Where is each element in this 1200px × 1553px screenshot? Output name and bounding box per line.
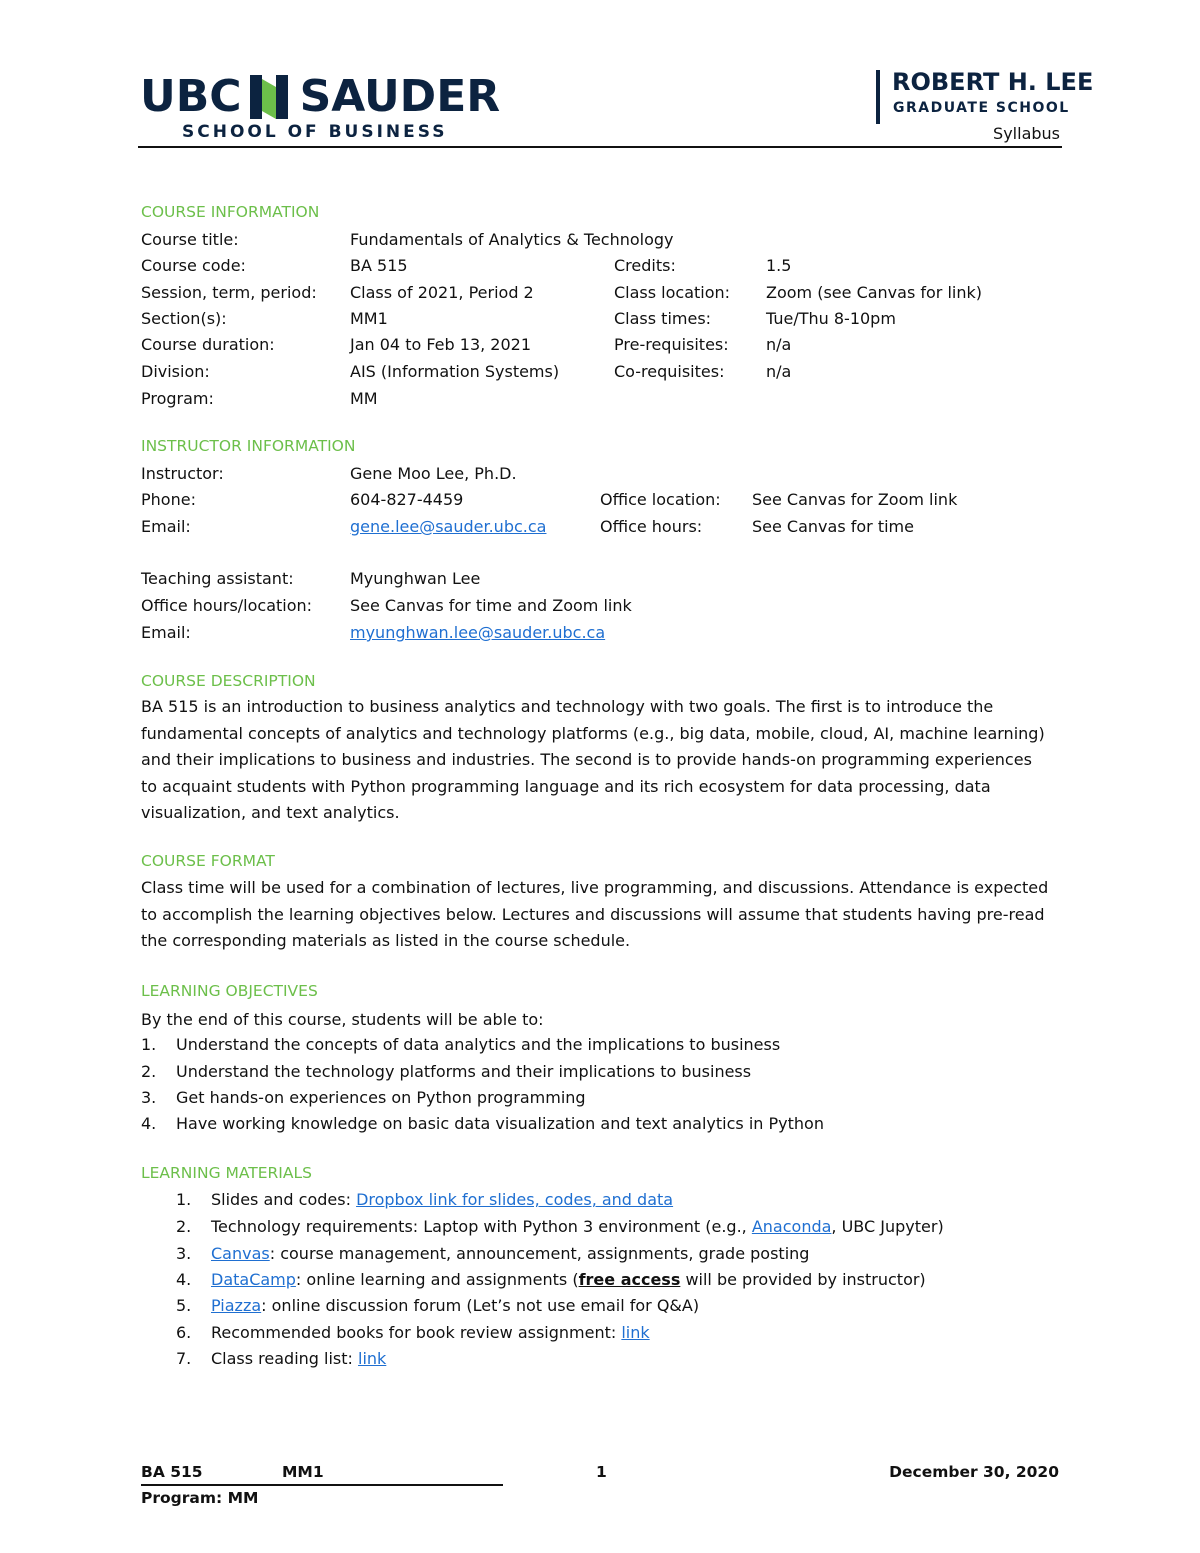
material-number: 6. — [176, 1323, 192, 1342]
instructor-value: Gene Moo Lee, Ph.D. — [350, 464, 517, 483]
program-value: MM — [350, 389, 378, 408]
material-text: Class reading list: — [211, 1349, 359, 1368]
objective-item: Understand the technology platforms and their implications to business — [176, 1062, 752, 1081]
material-text: , UBC Jupyter) — [831, 1217, 944, 1236]
division-label: Division: — [141, 362, 210, 381]
instructor-label: Instructor: — [141, 464, 224, 483]
class-times-label: Class times: — [614, 309, 712, 328]
material-text: Recommended books for book review assignment: — [211, 1323, 622, 1342]
ta-email-link[interactable]: myunghwan.lee@sauder.ubc.ca — [350, 623, 606, 642]
books-link[interactable]: link — [621, 1323, 650, 1342]
division-value: AIS (Information Systems) — [350, 362, 560, 381]
ubc-sauder-logo — [140, 72, 500, 122]
material-number: 3. — [176, 1244, 192, 1263]
corequisites-label: Co-requisites: — [614, 362, 725, 381]
material-text: : online discussion forum (Let’s not use email for Q&A) — [261, 1296, 700, 1315]
email-label: Email: — [141, 517, 191, 536]
office-hours-value: See Canvas for time — [752, 517, 914, 536]
ta-label: Teaching assistant: — [141, 569, 294, 588]
learning-objectives-heading: LEARNING OBJECTIVES — [141, 982, 318, 1000]
class-location-value: Zoom (see Canvas for link) — [766, 283, 982, 302]
graduate-school-label: GRADUATE SCHOOL — [893, 100, 1070, 116]
footer-course: BA 515 — [141, 1463, 203, 1481]
material-item — [211, 1296, 699, 1316]
datacamp-link[interactable]: DataCamp — [211, 1270, 296, 1289]
anaconda-link[interactable]: Anaconda — [751, 1217, 832, 1236]
material-item — [211, 1323, 650, 1343]
canvas-link[interactable]: Canvas — [211, 1244, 270, 1263]
ta-email-label: Email: — [141, 623, 191, 642]
document-label: Syllabus — [993, 124, 1060, 143]
footer-section: MM1 — [282, 1463, 324, 1481]
session-label: Session, term, period: — [141, 283, 317, 302]
sections-value: MM1 — [350, 309, 388, 328]
material-number: 5. — [176, 1296, 192, 1315]
material-item — [211, 1190, 673, 1210]
instructor-info-heading: INSTRUCTOR INFORMATION — [141, 437, 356, 455]
course-format-heading: COURSE FORMAT — [141, 852, 275, 870]
corequisites-value: n/a — [766, 362, 792, 381]
credits-value: 1.5 — [766, 256, 792, 275]
course-code-label: Course code: — [141, 256, 246, 275]
course-info-heading: COURSE INFORMATION — [141, 203, 320, 221]
logo-sauder-text: SAUDER — [299, 71, 501, 122]
objective-number: 4. — [141, 1114, 157, 1133]
ta-value: Myunghwan Lee — [350, 569, 481, 588]
sections-label: Section(s): — [141, 309, 227, 328]
objective-number: 3. — [141, 1088, 157, 1107]
duration-label: Course duration: — [141, 335, 275, 354]
objective-item: Understand the concepts of data analytics and the implications to business — [176, 1035, 781, 1054]
material-text: : online learning and assignments ( — [295, 1270, 579, 1289]
ubc-emblem-icon — [250, 75, 288, 119]
objective-number: 2. — [141, 1062, 157, 1081]
graduate-school-name: ROBERT H. LEE — [892, 68, 1094, 96]
material-number: 1. — [176, 1190, 192, 1209]
class-location-label: Class location: — [614, 283, 731, 302]
objective-item: Have working knowledge on basic data visualization and text analytics in Python — [176, 1114, 824, 1133]
learning-materials-heading: LEARNING MATERIALS — [141, 1164, 312, 1182]
program-label: Program: — [141, 389, 214, 408]
footer-page-number: 1 — [596, 1463, 607, 1481]
prerequisites-value: n/a — [766, 335, 792, 354]
objective-number: 1. — [141, 1035, 157, 1054]
office-hours-label: Office hours: — [600, 517, 703, 536]
course-format-text: Class time will be used for a combination of lectures, live programming, and discussions. Attendance is expected to accomplish the learning objectives below. Lectures and discussions will assume that students having pre-read the corresponding materials as listed in the course schedule. — [141, 878, 1049, 950]
office-location-value: See Canvas for Zoom link — [752, 490, 958, 509]
ta-hours-value: See Canvas for time and Zoom link — [350, 596, 632, 615]
course-description-text: BA 515 is an introduction to business analytics and technology with two goals. The first is to introduce the fundamental concepts of analytics and technology platforms (e.g., big data, mobile, cloud, AI, machine learning) and their implications to business and industries. The second is to provide hands-on programming experiences to acquaint students with Python programming language and its rich ecosystem for data processing, data visualization, and text analytics. — [141, 697, 1045, 822]
objective-item: Get hands-on experiences on Python programming — [176, 1088, 586, 1107]
material-number: 2. — [176, 1217, 192, 1236]
material-text: : course management, announcement, assignments, grade posting — [269, 1244, 810, 1263]
footer-date: December 30, 2020 — [889, 1463, 1059, 1481]
session-value: Class of 2021, Period 2 — [350, 283, 534, 302]
material-number: 7. — [176, 1349, 192, 1368]
material-item — [211, 1349, 386, 1369]
material-text: will be provided by instructor) — [680, 1270, 926, 1289]
dropbox-link[interactable]: Dropbox link for slides, codes, and data — [356, 1190, 674, 1209]
school-name: SCHOOL OF BUSINESS — [182, 122, 448, 142]
office-location-label: Office location: — [600, 490, 721, 509]
piazza-link[interactable]: Piazza — [211, 1296, 262, 1315]
reading-list-link[interactable]: link — [358, 1349, 387, 1368]
course-description-heading: COURSE DESCRIPTION — [141, 672, 316, 690]
class-times-value: Tue/Thu 8-10pm — [766, 309, 896, 328]
graduate-school-divider — [876, 70, 880, 124]
objectives-intro: By the end of this course, students will be able to: — [141, 1010, 544, 1029]
credits-label: Credits: — [614, 256, 676, 275]
ta-hours-label: Office hours/location: — [141, 596, 313, 615]
material-item — [211, 1217, 944, 1237]
material-number: 4. — [176, 1270, 192, 1289]
header-divider — [138, 146, 1062, 148]
phone-value: 604-827-4459 — [350, 490, 464, 509]
footer-program: Program: MM — [141, 1489, 259, 1507]
material-item — [211, 1244, 809, 1264]
duration-value: Jan 04 to Feb 13, 2021 — [350, 335, 532, 354]
prerequisites-label: Pre-requisites: — [614, 335, 729, 354]
course-title-label: Course title: — [141, 230, 239, 249]
footer-divider — [141, 1484, 503, 1486]
logo-ubc-text: UBC — [140, 71, 242, 122]
material-item — [211, 1270, 926, 1290]
course-code-value: BA 515 — [350, 256, 408, 275]
course-title-value: Fundamentals of Analytics & Technology — [350, 230, 674, 249]
free-access-text: free access — [578, 1270, 681, 1289]
material-text: Slides and codes: — [211, 1190, 357, 1209]
material-text: Technology requirements: Laptop with Python 3 environment (e.g., — [211, 1217, 752, 1236]
phone-label: Phone: — [141, 490, 196, 509]
instructor-email-link[interactable]: gene.lee@sauder.ubc.ca — [350, 517, 547, 536]
